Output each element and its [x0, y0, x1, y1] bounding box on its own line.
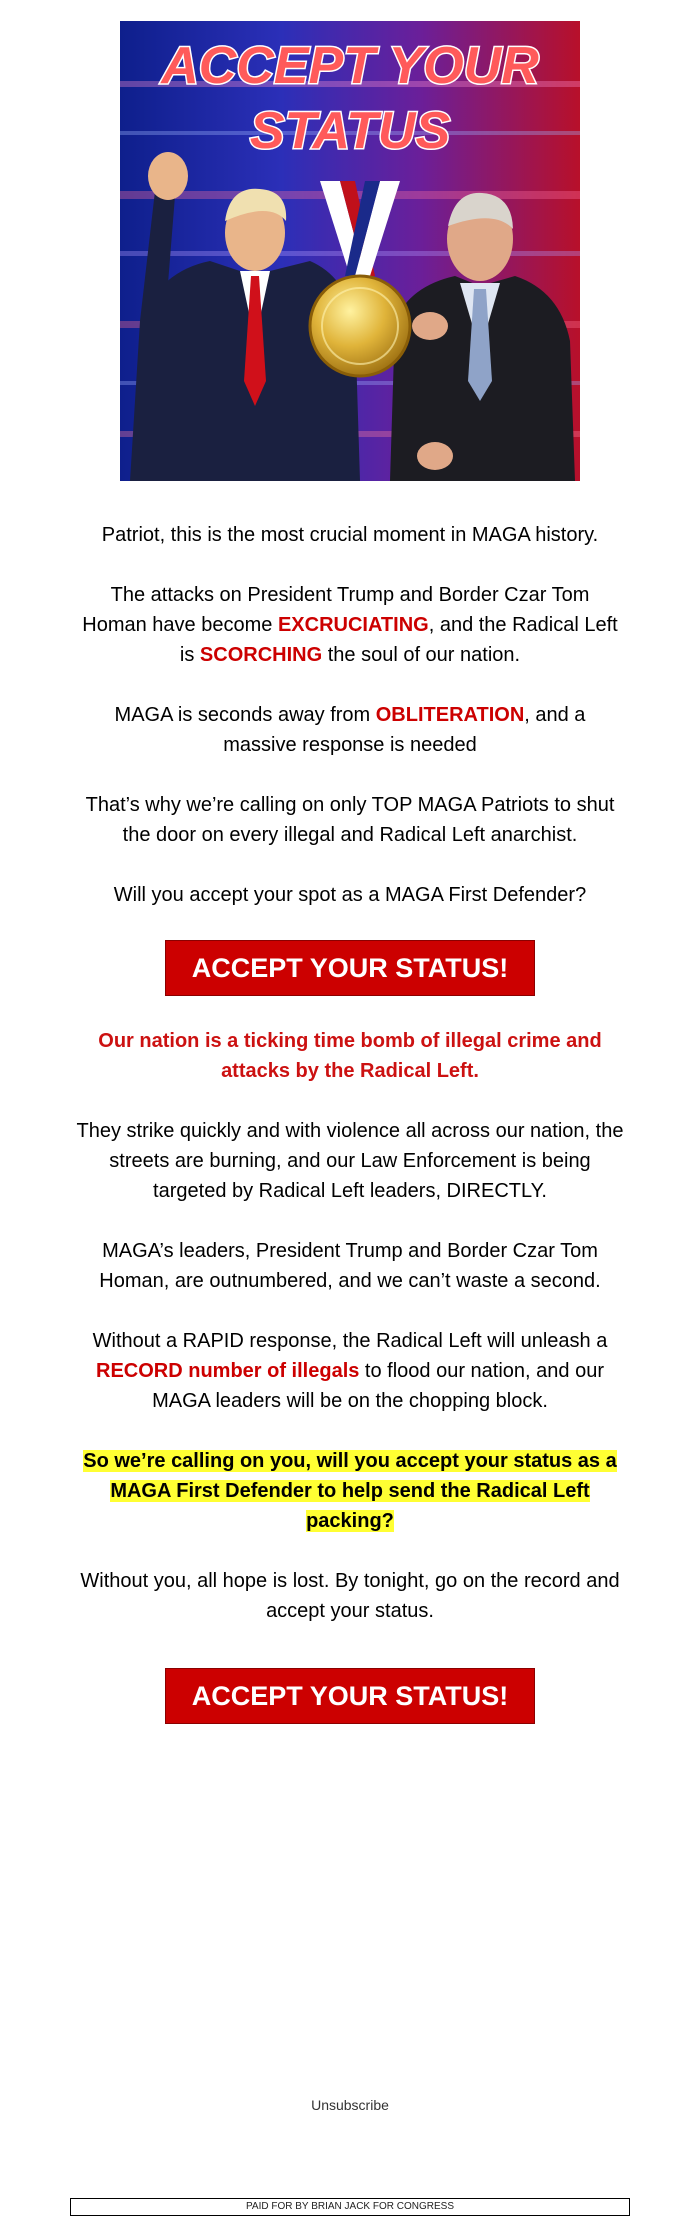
paragraph-1: Patriot, this is the most crucial moment in MAGA history. [101, 524, 599, 546]
paid-for-disclaimer: PAID FOR BY BRIAN JACK FOR CONGRESS [70, 2198, 630, 2216]
emphasis-obliteration: OBLITERATION [375, 704, 525, 726]
unsubscribe-link[interactable]: Unsubscribe [311, 2097, 389, 2113]
text: to flood our nation, and our MAGA leaders will be on the chopping block. [152, 1360, 604, 1412]
text: , and a massive response is needed [223, 704, 586, 756]
paragraph-3 [76, 700, 624, 760]
hero-graphic [120, 21, 580, 481]
accept-status-button-bottom[interactable]: ACCEPT YOUR STATUS! [165, 1668, 535, 1724]
paragraph-10 [76, 1446, 624, 1536]
text: , and the Radical Left is [179, 614, 618, 666]
headline-line1: ACCEPT YOUR [161, 37, 539, 95]
paragraph-2 [76, 580, 624, 670]
paragraph-11: Without you, all hope is lost. By tonight, go on the record and accept your status. [80, 1570, 620, 1622]
emphasis-record-illegals: RECORD number of illegals [96, 1360, 360, 1382]
hero-image[interactable] [120, 21, 580, 481]
highlighted-ask: So we’re calling on you, will you accept your status as a MAGA First Defender to help send the Radical Left packing? [83, 1450, 617, 1532]
emphasis-scorching: SCORCHING [199, 644, 323, 666]
paragraph-5: Will you accept your spot as a MAGA First Defender? [113, 884, 587, 906]
text: Without a RAPID response, the Radical Left will unleash a [92, 1330, 608, 1352]
text: MAGA is seconds away from [114, 704, 376, 726]
headline-line2: STATUS [249, 102, 451, 160]
paragraph-9 [76, 1326, 624, 1416]
text: the soul of our nation. [322, 644, 521, 666]
paragraph-8: MAGA’s leaders, President Trump and Border Czar Tom Homan, are outnumbered, and we can’t waste a second. [99, 1240, 601, 1292]
accept-status-button-top[interactable]: ACCEPT YOUR STATUS! [165, 940, 535, 996]
text: The attacks on President Trump and Border Czar Tom Homan have become [82, 584, 590, 636]
paragraph-6: Our nation is a ticking time bomb of illegal crime and attacks by the Radical Left. [98, 1030, 602, 1082]
paragraph-7: They strike quickly and with violence all across our nation, the streets are burning, and our Law Enforcement is being targeted by Radical Left leaders, DIRECTLY. [76, 1120, 624, 1202]
paragraph-4: That’s why we’re calling on only TOP MAGA Patriots to shut the door on every illegal and Radical Left anarchist. [85, 794, 615, 846]
email-body [76, 520, 624, 1754]
emphasis-excruciating: EXCRUCIATING [277, 614, 429, 636]
